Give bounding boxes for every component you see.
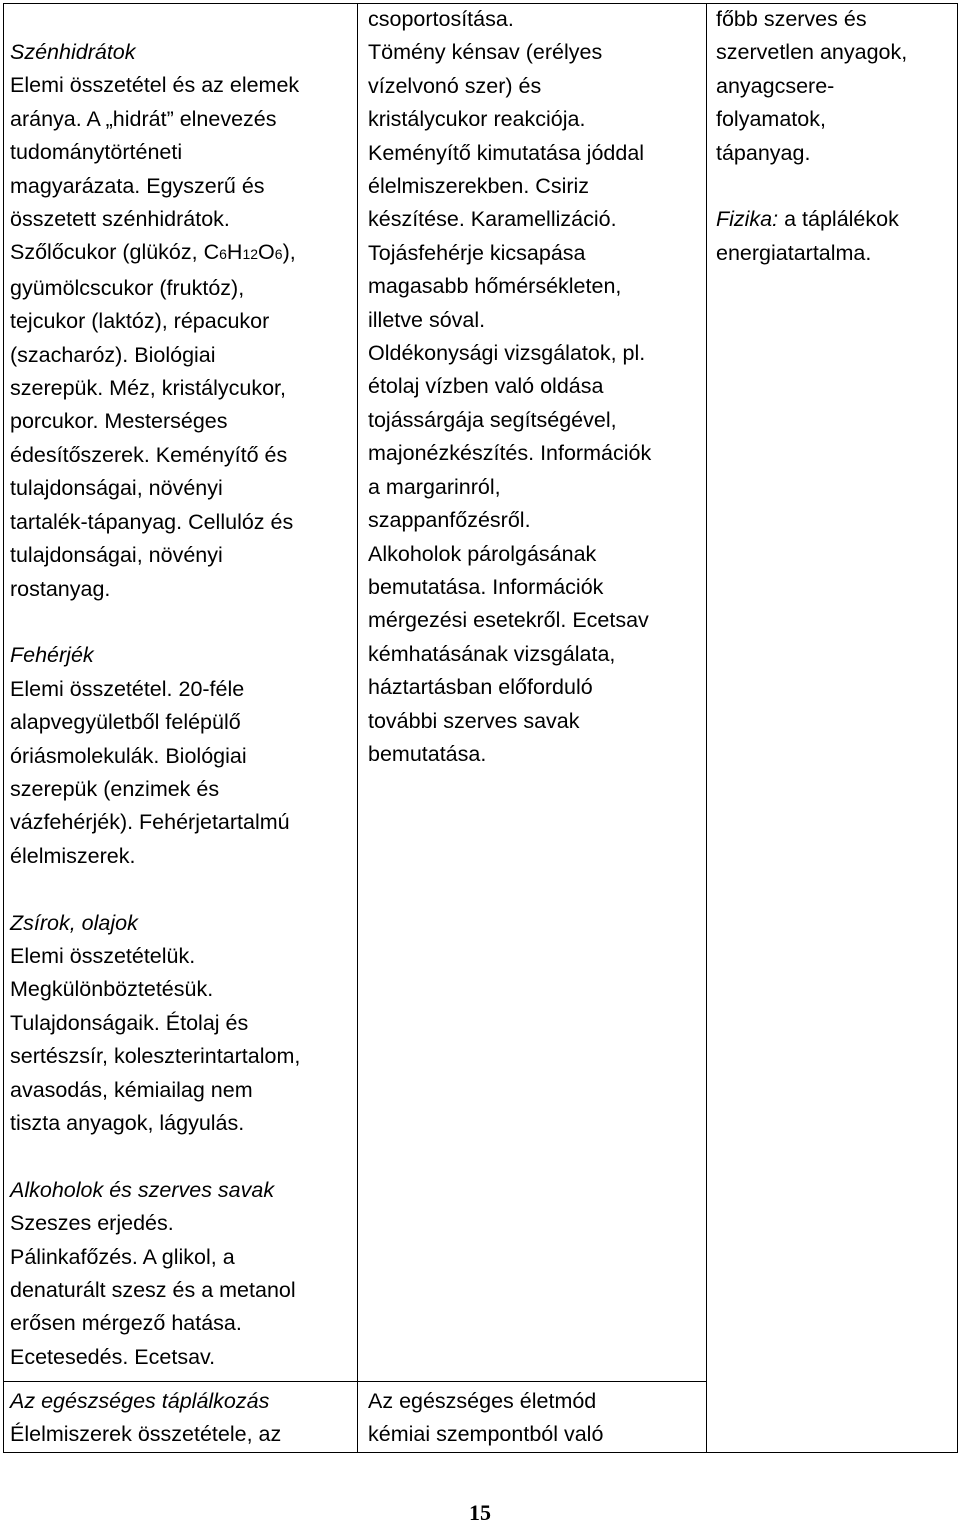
text-line: Tulajdonságaik. Étolaj és [10, 1010, 249, 1035]
text-line: főbb szerves és [716, 7, 867, 31]
text-line: tudománytörténeti [10, 140, 183, 165]
text-line: összetett szénhidrátok. [10, 207, 230, 232]
text-line: tejcukor (laktóz), répacukor [10, 309, 270, 334]
text-line: mérgezési esetekről. Ecetsav [368, 608, 649, 633]
alcohols-section [10, 1174, 300, 1374]
text-line: édesítőszerek. Keményítő és [10, 442, 288, 467]
text-line: szervetlen anyagok, [716, 40, 908, 65]
text-line: Tömény kénsav (erélyes [368, 40, 603, 65]
text-line: vízelvonó szer) és [368, 73, 542, 98]
text-line: aránya. A „hidrát” elnevezés [10, 106, 277, 131]
text-line: (szacharóz). Biológiai [10, 342, 216, 367]
text-line: Alkoholok párolgásának [368, 541, 597, 566]
column-divider [706, 4, 707, 1452]
text-line: Oldékonysági vizsgálatok, pl. [368, 341, 646, 366]
text-line: Keményítő kimutatása jóddal [368, 140, 645, 165]
spacer [10, 873, 300, 906]
text-span: Szőlőcukor (glükóz, C [10, 240, 220, 265]
diet-heading: Az egészséges táplálkozás [10, 1389, 270, 1413]
fizika-line [716, 203, 907, 236]
text-span: a táplálékok [778, 207, 899, 232]
text-line: tiszta anyagok, lágyulás. [10, 1110, 245, 1135]
text-line: óriásmolekulák. Biológiai [10, 743, 247, 768]
fats-section [10, 907, 300, 1141]
column-divider [357, 4, 358, 1452]
fats-heading: Zsírok, olajok [10, 910, 138, 935]
col2-activities [368, 3, 651, 771]
text-line: Ecetesedés. Ecetsav. [10, 1344, 216, 1369]
text-line: szerepük (enzimek és [10, 776, 220, 801]
text-line: tápanyag. [716, 140, 811, 165]
subscript: 6 [274, 246, 283, 263]
text-line: szappanfőzésről. [368, 508, 531, 533]
carbs-heading: Szénhidrátok [10, 40, 136, 64]
text-line: élelmiszerek. [10, 843, 136, 868]
text-line: illetve sóval. [368, 307, 486, 332]
text-line: energiatartalma. [716, 240, 872, 265]
diet-section [10, 1385, 281, 1452]
text-line: további szerves savak [368, 708, 580, 733]
carbs-section [10, 36, 300, 606]
text-line: Pálinkafőzés. A glikol, a [10, 1244, 235, 1269]
text-line: sertészsír, koleszterintartalom, [10, 1044, 301, 1069]
text-line: Tojásfehérje kicsapása [368, 240, 586, 265]
text-line: tartalék-tápanyag. Cellulóz és [10, 509, 294, 534]
text-line: denaturált szesz és a metanol [10, 1277, 296, 1302]
text-line: gyümölcscukor (fruktóz), [10, 275, 245, 300]
text-line: a margarinról, [368, 474, 501, 499]
text-line: készítése. Karamellizáció. [368, 207, 617, 232]
text-line: bemutatása. [368, 741, 487, 766]
text-line: bemutatása. Információk [368, 574, 604, 599]
row-divider [4, 1381, 706, 1382]
page-number: 15 [469, 1500, 491, 1525]
text-line: Szeszes erjedés. [10, 1211, 174, 1236]
spacer [10, 1140, 300, 1173]
text-line: magasabb hőmérsékleten, [368, 274, 622, 299]
text-line: folyamatok, [716, 107, 826, 132]
text-line: Elemi összetétel. 20-féle [10, 676, 245, 701]
text-line: tulajdonságai, növényi [10, 476, 223, 501]
text-line: élelmiszerekben. Csiriz [368, 174, 590, 199]
text-line: porcukor. Mesterséges [10, 409, 228, 434]
col2-bottom [368, 1385, 603, 1452]
subscript: 6 [219, 246, 227, 263]
subscript: 12 [242, 246, 259, 263]
text-line: Megkülönböztetésük. [10, 977, 214, 1002]
proteins-heading: Fehérjék [10, 643, 94, 668]
text-line: kristálycukor reakciója. [368, 107, 586, 132]
text-line: majonézkészítés. Információk [368, 441, 652, 466]
text-line: avasodás, kémiailag nem [10, 1077, 253, 1102]
col3-connections [716, 3, 907, 270]
text-span: H [226, 240, 243, 265]
text-span: O [258, 240, 275, 265]
text-line: alapvegyületből felépülő [10, 710, 241, 735]
text-line: háztartásban előforduló [368, 675, 593, 700]
text-line: csoportosítása. [368, 7, 514, 31]
text-line: Elemi összetételük. [10, 943, 196, 968]
text-line: kémhatásának vizsgálata, [368, 641, 616, 666]
text-line: tojássárgája segítségével, [368, 407, 617, 432]
text-line: erősen mérgező hatása. [10, 1311, 242, 1336]
alcohols-heading: Alkoholok és szerves savak [10, 1177, 275, 1202]
text-line: kémiai szempontból való [368, 1422, 604, 1447]
text-line: vázfehérjék). Fehérjetartalmú [10, 810, 290, 835]
text-line: Elemi összetétel és az elemek [10, 73, 300, 98]
text-span: ), [282, 240, 296, 265]
glucose-formula-line [10, 236, 300, 271]
text-line: magyarázata. Egyszerű és [10, 173, 265, 198]
fizika-label: Fizika: [716, 207, 779, 232]
text-line: rostanyag. [10, 576, 111, 601]
text-line: tulajdonságai, növényi [10, 543, 223, 568]
proteins-section [10, 639, 300, 873]
text-line: Élelmiszerek összetétele, az [10, 1422, 282, 1447]
spacer [10, 606, 300, 639]
text-line: szerepük. Méz, kristálycukor, [10, 376, 287, 401]
col1-topic-list [10, 36, 300, 1374]
text-line: étolaj vízben való oldása [368, 374, 604, 399]
text-line: Az egészséges életmód [368, 1389, 597, 1413]
text-line: anyagcsere- [716, 73, 835, 98]
